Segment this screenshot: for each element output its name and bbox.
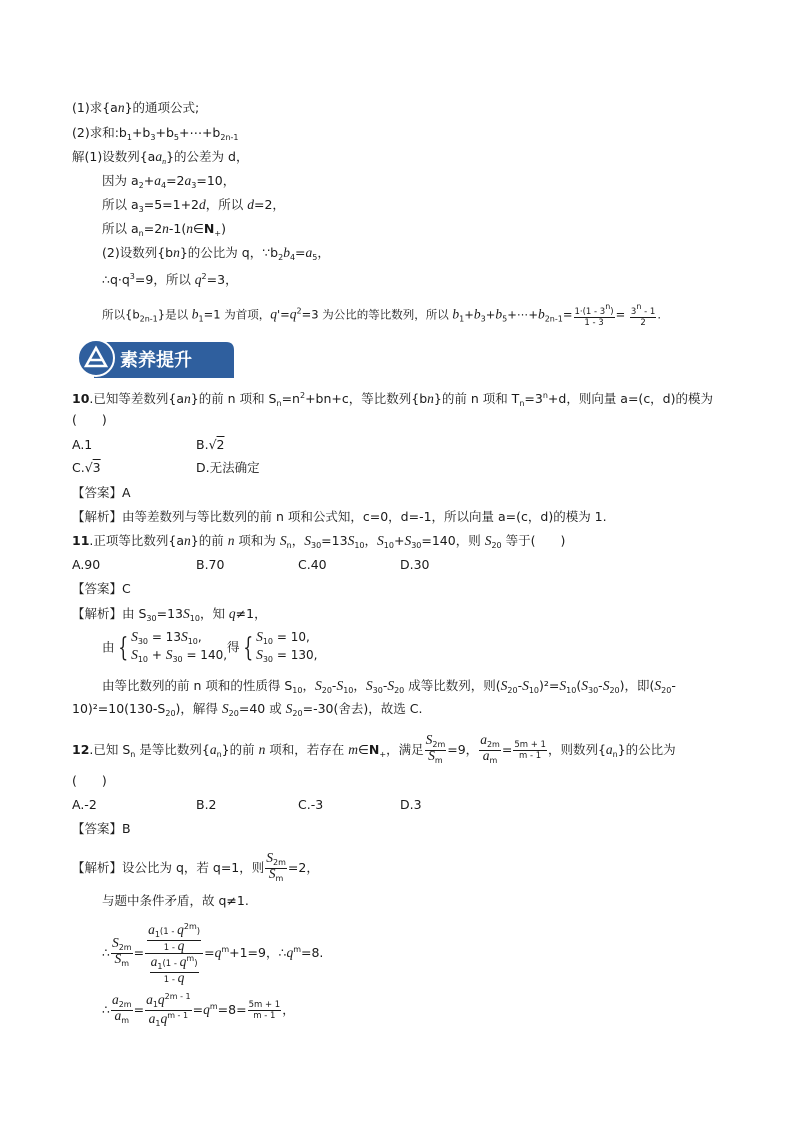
q12-stem: 12.已知 $S_n$ 是等比数列$\{a_n\}$的前 n 项和，若存在 $m\in N_+$，满足 $\frac{S_{2m}}{S_m}$ =9， $\frac{a_{2m}}{a_m}$ = $\frac{5m + 1}{m - 1}$ ，则数列$\{a_n\}$的公比为 — [72, 732, 676, 765]
q11-option-d[interactable]: D.30 — [400, 557, 430, 572]
q11-analysis-1: 【解析】由 $S_{30}=13S_{10}$，知 q≠1， — [72, 606, 267, 623]
q11-stem: 11.正项等比数列{an}的前 n 项和为 $S_n$，$S_{30}=13S_{10}$，$S_{10}+S_{30}=140$，则 $S_{20}$ 等于( ) — [72, 533, 566, 550]
q9-line-1: 因为 $a_2+a_4=2a_3=10$， — [102, 173, 236, 190]
q9-part2: (2)求和$:b_1+b_3+b_5+\cdots+b_{2n-1}$ — [72, 125, 239, 142]
q12-analysis-2: 与题中条件矛盾，故 q≠1. — [102, 893, 249, 908]
banner-badge-icon — [78, 340, 114, 376]
q12-analysis-1: 【解析】设公比为 q，若 q=1，则 $\frac{S_{2m}}{S_m}$ =2， — [72, 850, 319, 883]
q11-option-a[interactable]: A.90 — [72, 557, 101, 572]
q9-part1: (1)求{an}的通项公式; — [72, 100, 200, 115]
q9-line-6: 所以$\{b_{2n-1}\}$是以 $b_1=1$ 为首项，$q'=q^2=3$ 为公比的等比数列，所以 $b_1+b_3+b_5+\cdots+b_{2n-1}=$ $\frac{1\cdot(1 - 3^n)}{1 - 3}$ = $\frac{3^n - 1}{2}$ . — [102, 302, 661, 328]
q12-option-b[interactable]: B.2 — [196, 797, 217, 812]
q12-option-a[interactable]: A.-2 — [72, 797, 97, 812]
q12-option-d[interactable]: D.3 — [400, 797, 422, 812]
q12-answer: 【答案】B — [72, 821, 131, 836]
q10-option-d[interactable]: D.无法确定 — [196, 460, 260, 475]
q10-paren: ( ) — [72, 412, 107, 427]
q11-analysis-system: 由 { $S_{30} = 13S_{10}$, $S_{10} + S_{30} = 140$, 得 { $S_{10} = 10$, $S_{30} = 130$, — [102, 629, 318, 664]
q11-analysis-2: 由等比数列的前 n 项和的性质得 $S_{10}$，$S_{20}-S_{10}$，$S_{30}-S_{20}$ 成等比数列，则$(S_{20}-S_{10})^2=S_{10}(S_{30}-S_{20})$，即($S_{20}-$ — [102, 678, 676, 695]
q9-solution-intro: 解(1)设数列$\{aa_n\}$的公差为 d， — [72, 149, 249, 166]
q9-line-4: (2)设数列{bn}的公比为 q，$\because b_2b_4=a_5$， — [102, 245, 330, 262]
q9-line-5: $\therefore q\cdot q^3=9$，所以 $q^2=3$， — [102, 272, 238, 287]
q11-answer: 【答案】C — [72, 581, 131, 596]
q11-analysis-3: $10)^2=10(130-S_{20})$，解得 $S_{20}=40$ 或 $S_{20}=-30$(舍去)，故选 C. — [72, 701, 423, 718]
q12-analysis-4: ∴ $\frac{a_{2m}}{a_m}$ = $\frac{a_1q^{2m - 1}}{a_1q^{m - 1}}$ $=q^m=8=$ $\frac{5m + 1}{m - 1}$ ， — [102, 992, 295, 1028]
q12-analysis-3: ∴ $\frac{S_{2m}}{S_m}$ = $\frac{\frac{a_1(1 - q^{2m})}{1 - q}}{\frac{a_1(1 - q^m)}{1 - q}}$ $=q^m+1=9$，$\therefore q^m=8$. — [102, 922, 324, 985]
q10-option-c[interactable]: C.√3 — [72, 460, 101, 475]
q12-paren: ( ) — [72, 773, 107, 788]
q9-line-2: 所以 $a_3=5=1+2d$，所以 d=2， — [102, 197, 285, 214]
q12-option-c[interactable]: C.-3 — [298, 797, 324, 812]
q10-answer: 【答案】A — [72, 485, 131, 500]
q11-option-c[interactable]: C.40 — [298, 557, 327, 572]
q11-option-b[interactable]: B.70 — [196, 557, 225, 572]
q10-option-a[interactable]: A.1 — [72, 437, 93, 452]
q10-stem: 10.已知等差数列{an}的前 n 项和 $S_n=n^2+bn+c$，等比数列{bn}的前 n 项和 $T_n=3^n+d$，则向量 a=(c，d)的模为 — [72, 391, 713, 408]
section-banner — [76, 338, 236, 378]
q9-line-3: 所以 $a_n=2n-1(n\in N_+)$ — [102, 221, 226, 238]
banner-title: 素养提升 — [120, 350, 192, 371]
q10-analysis: 【解析】由等差数列与等比数列的前 n 项和公式知，c=0，d=-1，所以向量 a=(c，d)的模为 1. — [72, 509, 607, 524]
q10-option-b[interactable]: B.√2 — [196, 437, 225, 452]
